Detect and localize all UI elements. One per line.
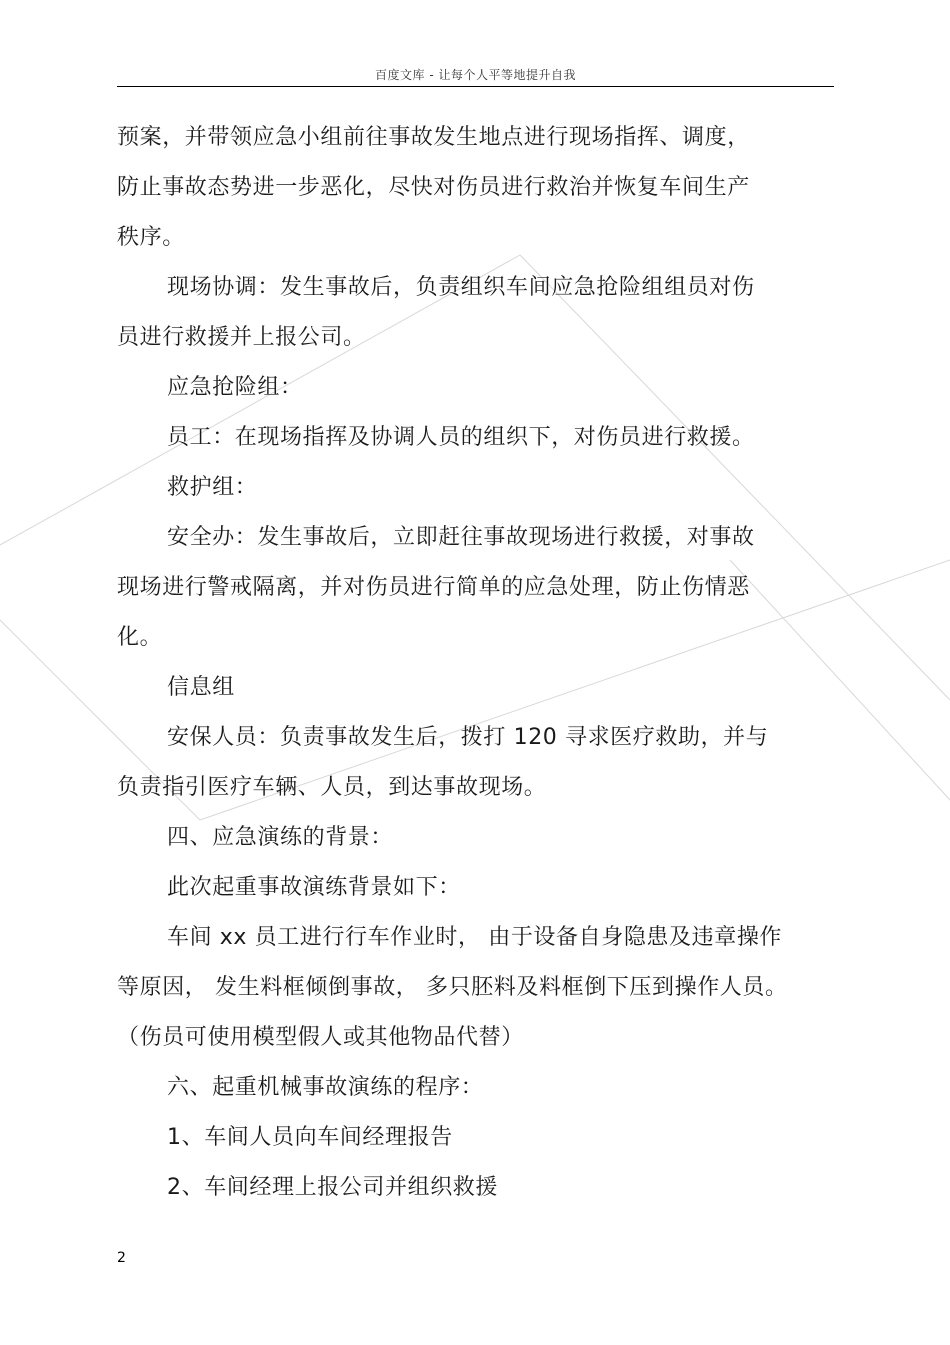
body-line: 车间 xx 员工进行行车作业时， 由于设备自身隐患及违章操作 (167, 925, 783, 950)
body-line: 安保人员：负责事故发生后，拨打 120 寻求医疗救助，并与 (167, 725, 769, 750)
header-rule (117, 86, 834, 87)
body-line: 员进行救援并上报公司。 (117, 325, 366, 350)
section-heading: 信息组 (167, 675, 235, 700)
section-heading: 应急抢险组： (167, 375, 303, 400)
body-line: 安全办：发生事故后，立即赶往事故现场进行救援，对事故 (167, 525, 755, 550)
body-line: 预案，并带领应急小组前往事故发生地点进行现场指挥、调度， (117, 125, 750, 150)
body-line: 化。 (117, 625, 163, 650)
list-item: 1、车间人员向车间经理报告 (167, 1125, 453, 1150)
section-heading: 六、起重机械事故演练的程序： (167, 1075, 484, 1100)
section-heading: 四、应急演练的背景： (167, 825, 394, 850)
body-line: 现场进行警戒隔离，并对伤员进行简单的应急处理，防止伤情恶 (117, 575, 750, 600)
body-line: 员工：在现场指挥及协调人员的组织下，对伤员进行救援。 (167, 425, 755, 450)
page-number: 2 (117, 1250, 126, 1266)
body-line: 负责指引医疗车辆、人员，到达事故现场。 (117, 775, 547, 800)
body-line: 防止事故态势进一步恶化，尽快对伤员进行救治并恢复车间生产 (117, 175, 750, 200)
body-line: （伤员可使用模型假人或其他物品代替） (117, 1025, 524, 1050)
body-line: 等原因， 发生料框倾倒事故， 多只胚料及料框倒下压到操作人员。 (117, 975, 788, 1000)
body-line: 秩序。 (117, 225, 185, 250)
body-line: 现场协调：发生事故后，负责组织车间应急抢险组组员对伤 (167, 275, 755, 300)
page-header: 百度文库 - 让每个人平等地提升自我 (375, 68, 576, 82)
body-line: 此次起重事故演练背景如下： (167, 875, 461, 900)
list-item: 2、车间经理上报公司并组织救援 (167, 1175, 498, 1200)
section-heading: 救护组： (167, 475, 258, 500)
